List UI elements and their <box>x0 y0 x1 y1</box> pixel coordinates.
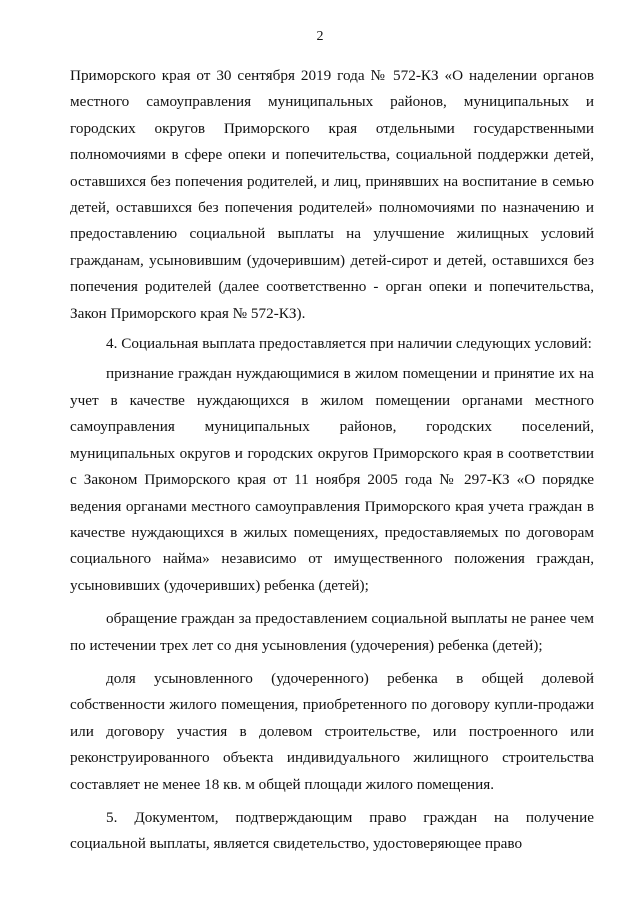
paragraph-condition-child-share: доля усыновленного (удочеренного) ребенка в общей долевой собственности жилого помещения, приобретенного по договору купли-продажи или договору участия в долевом строительстве, или построенного или реконструированного объекта индивидуального жилищного строительства составляет не менее 18 кв. м общей площади жилого помещения. <box>70 669 594 793</box>
paragraph-condition-application-term: обращение граждан за предоставлением социальной выплаты не ранее чем по истечении трех лет со дня усыновления (удочерения) ребенка (детей); <box>70 610 594 654</box>
paragraph-item-5: 5. Документом, подтверждающим право граждан на получение социальной выплаты, является свидетельство, удостоверяющее право <box>70 808 594 853</box>
document-body <box>70 63 594 858</box>
page-number: 2 <box>316 29 324 44</box>
paragraph-condition-registration: признание граждан нуждающимися в жилом помещении и принятие их на учет в качестве нуждающихся в жилом помещении органами местного самоуправления муниципальных районов, городских поселений, муниципальных округов и городских округов Приморского края в соответствии с Законом Приморского края от 11 ноября 2005 года № 297-КЗ «О порядке ведения органами местного самоуправления Приморского края учета граждан в качестве нуждающихся в жилых помещениях, предоставляемых по договорам социального найма» независимо от имущественного положения граждан, усыновивших (удочеривших) ребенка (детей); <box>70 365 594 594</box>
paragraph-law-continuation: Приморского края от 30 сентября 2019 года № 572-КЗ «О наделении органов местного самоуправления муниципальных районов, муниципальных и городских округов Приморского края отдельными государственными полномочиями в сфере опеки и попечительства, социальной поддержки детей, оставшихся без попечения родителей, и лиц, принявших на воспитание в семью детей, оставшихся без попечения родителей» полномочиями по назначению и предоставлению социальной выплаты на улучшение жилищных условий гражданам, усыновившим (удочерившим) детей-сирот и детей, оставшихся без попечения родителей (далее соответственно - орган опеки и попечительства, Закон Приморского края № 572-КЗ). <box>70 67 594 322</box>
paragraph-item-4: 4. Социальная выплата предоставляется при наличии следующих условий: <box>106 335 592 353</box>
